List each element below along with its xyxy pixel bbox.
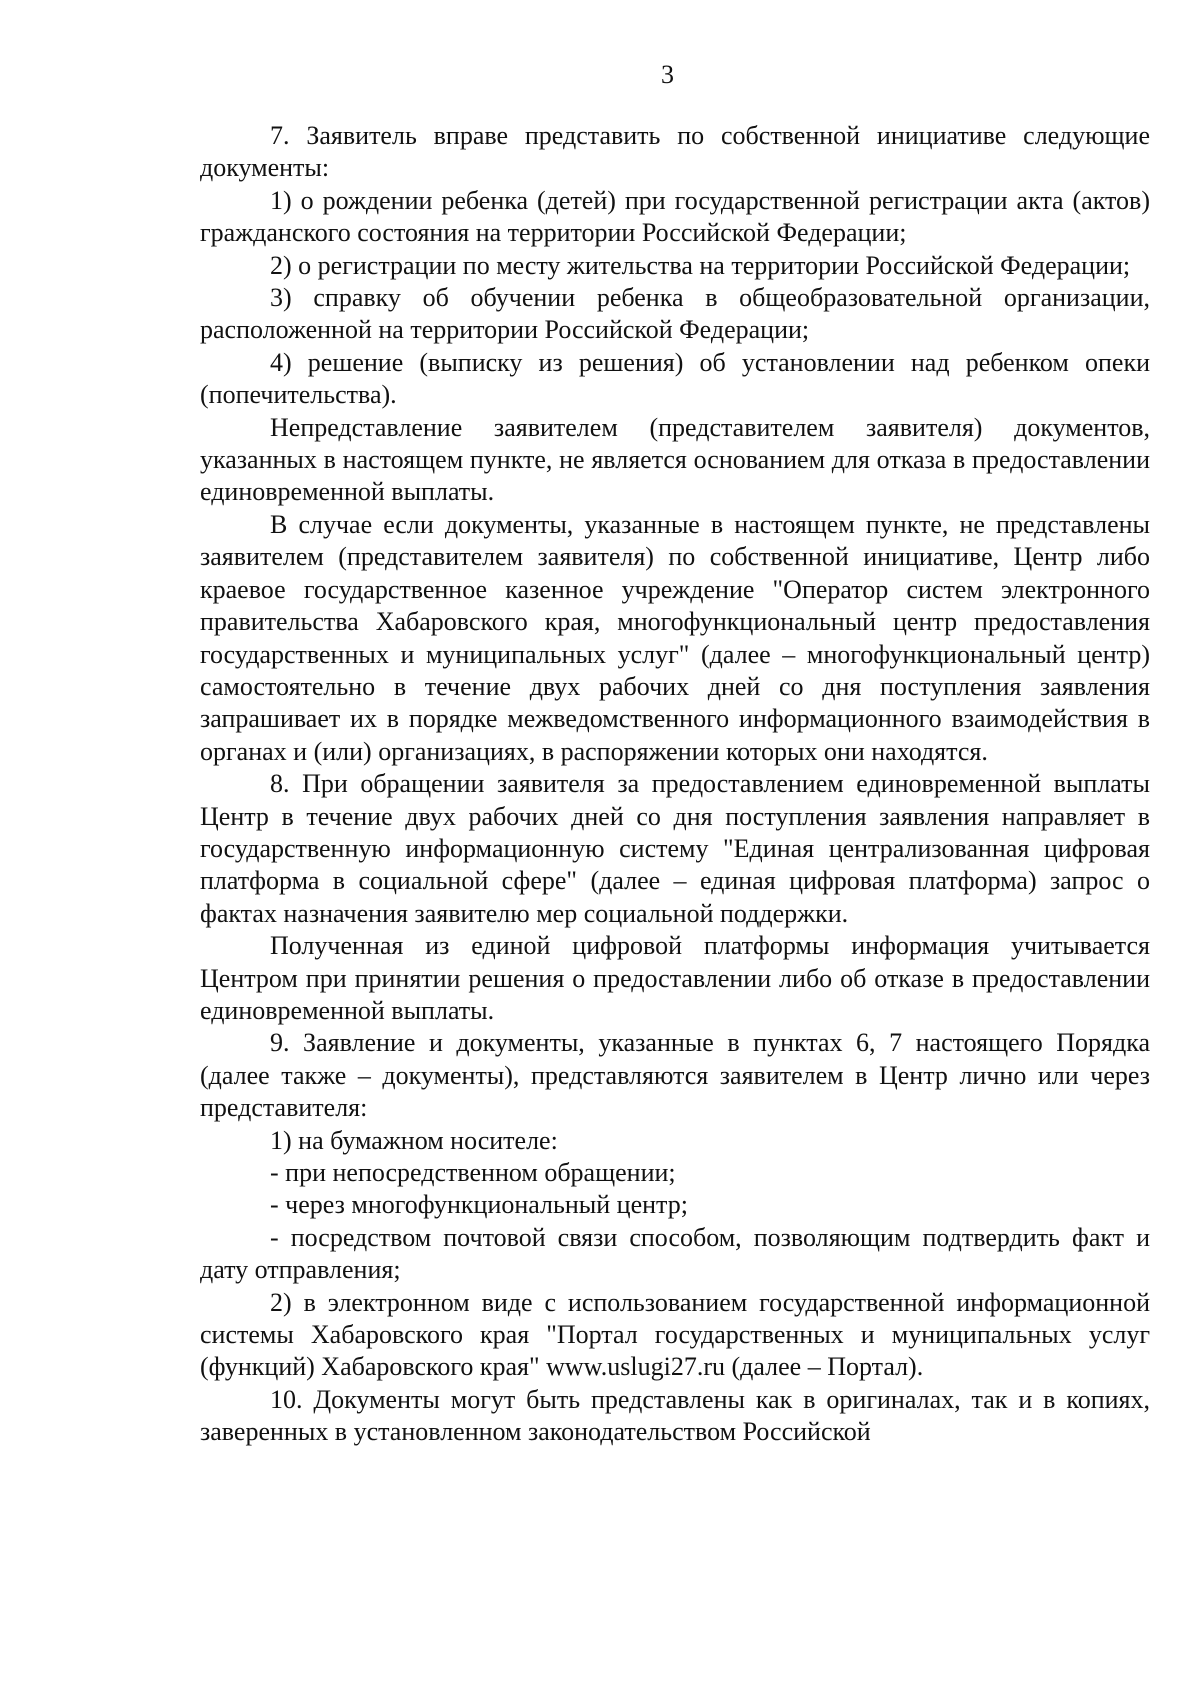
list-item-registration: 2) о регистрации по месту жительства на территории Российской Федерации;	[270, 250, 1131, 280]
list-item-postal-service: - посредством почтовой связи способом, позволяющим подтвердить факт и дату отправления;	[200, 1222, 1150, 1285]
paragraph-item-8: 8. При обращении заявителя за предоставлением единовременной выплаты Центр в течение двух рабочих дней со дня поступления заявления направляет в государственную информационную систему "Единая централизованная цифровая платформа в социальной сфере" (далее – единая цифровая платформа) запрос о фактах назначения заявителю мер социальной поддержки.	[200, 769, 1150, 928]
list-item-guardianship-decision: 4) решение (выписку из решения) об установлении над ребенком опеки (попечительства).	[200, 347, 1150, 410]
list-item-electronic-portal: 2) в электронном виде с использованием государственной информационной системы Хабаровского края "Портал государственных и муниципальных услуг (функций) Хабаровского края" www.uslugi27.ru (далее – Портал).	[200, 1287, 1150, 1382]
list-item-direct-application: - при непосредственном обращении;	[270, 1158, 676, 1187]
list-item-multifunctional-center: - через многофункциональный центр;	[270, 1190, 688, 1220]
paragraph-platform-information: Полученная из единой цифровой платформы информация учитывается Центром при принятии решения о предоставлении либо об отказе в предоставлении единовременной выплаты.	[200, 931, 1150, 1025]
list-item-paper-medium: 1) на бумажном носителе:	[270, 1125, 558, 1155]
paragraph-non-submission: Непредставление заявителем (представителем заявителя) документов, указанных в настоящем пункте, не является основанием для отказа в предоставлении единовременной выплаты.	[200, 412, 1150, 507]
paragraph-interagency-request: В случае если документы, указанные в настоящем пункте, не представлены заявителем (представителем заявителя) по собственной инициативе, Центр либо краевое государственное казенное учреждение "Оператор систем электронного правительства Хабаровского края, многофункциональный центр предоставления государственных и муниципальных услуг" (далее – многофункциональный центр) самостоятельно в течение двух рабочих дней со дня поступления заявления запрашивает их в порядке межведомственного информационного взаимодействия в органах и (или) организациях, в распоряжении которых они находятся.	[200, 509, 1150, 766]
list-item-birth-documents: 1) о рождении ребенка (детей) при государственной регистрации акта (актов) гражданского состояния на территории Российской Федерации;	[200, 185, 1150, 248]
page-number: 3	[661, 60, 674, 89]
list-item-school-certificate: 3) справку об обучении ребенка в общеобразовательной организации, расположенной на территории Российской Федерации;	[200, 283, 1150, 345]
paragraph-item-9: 9. Заявление и документы, указанные в пунктах 6, 7 настоящего Порядка (далее также – документы), представляются заявителем в Центр лично или через представителя:	[200, 1028, 1150, 1123]
paragraph-item-10: 10. Документы могут быть представлены как в оригиналах, так и в копиях, заверенных в установленном законодательством Российской	[200, 1384, 1150, 1447]
paragraph-item-7: 7. Заявитель вправе представить по собственной инициативе следующие документы:	[200, 121, 1150, 183]
document-body	[200, 120, 1150, 1449]
